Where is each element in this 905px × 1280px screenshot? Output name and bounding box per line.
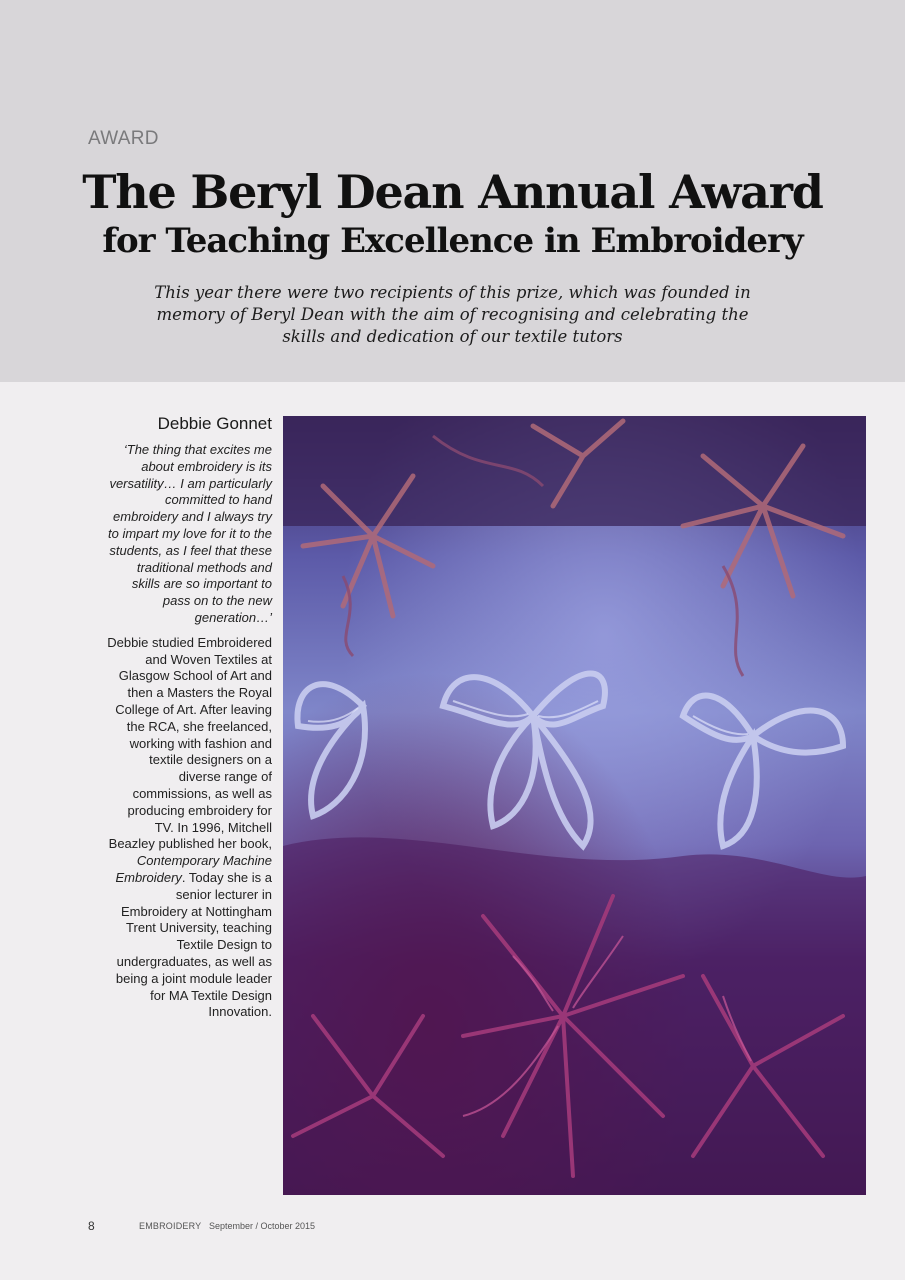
page-number: 8 [88, 1219, 95, 1233]
recipient-quote: ‘The thing that excites me about embroidery is its versatility… I am particularly committed to hand embroidery and I always try to impart my love for it to the students, as I feel that these traditional methods and skills are so important to pass on to the new generation…’ [107, 442, 272, 625]
section-tag: AWARD [88, 128, 159, 149]
bio-text-1: Debbie studied Embroidered and Woven Textiles at Glasgow School of Art and then a Masters the Royal College of Art. After leaving the RCA, she freelanced, working with fashion and textile designers on a diverse range of commissions, as well as producing embroidery for TV. In 1996, Mitchell Beazley published her book, [107, 634, 272, 852]
recipient-bio [106, 635, 272, 1021]
article-text-column [106, 414, 272, 1021]
book-title: Contemporary Machine Embroidery [115, 853, 272, 885]
embroidery-image [283, 416, 866, 1195]
header-band [0, 0, 905, 382]
embroidery-photo [283, 416, 866, 1195]
article-title-line-1: The Beryl Dean Annual Award [82, 165, 823, 219]
article-title-line-2: for Teaching Excellence in Embroidery [102, 221, 803, 261]
magazine-name: EMBROIDERY [139, 1221, 202, 1231]
page-footer [0, 1219, 905, 1235]
bio-text-2: . Today she is a senior lecturer in Embroidery at Nottingham Trent University, teaching Textile Design to undergraduates, as well as being a joint module leader for MA Textile Design Innovation. [115, 869, 272, 1020]
standfirst: This year there were two recipients of this prize, which was founded in memory of Beryl Dean with the aim of recognising and celebrating the skills and dedication of our textile tutors [154, 283, 751, 346]
recipient-name: Debbie Gonnet [157, 414, 272, 433]
issue-date: September / October 2015 [209, 1221, 316, 1231]
